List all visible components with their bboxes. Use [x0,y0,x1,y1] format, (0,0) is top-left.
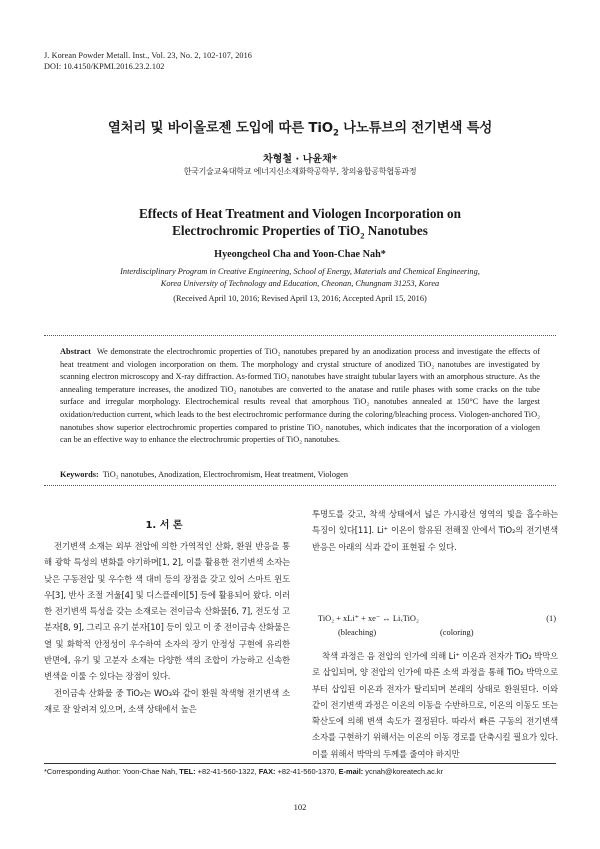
paragraph: 전기변색 소재는 외부 전압에 의한 가역적인 산화, 환원 반응을 통해 광학 특성의 변화를 야기하며[1, 2], 이를 활용한 전기변색 소자는 낮은 구동전압 및 우수한 색 대비 등의 장점을 갖고 있어 스마트 윈도우[3], 반사 조절 거울[4] 및 디스플레이[5] 등에 활용되어 왔다. 이러한 전기변색 특성을 갖는 소재로는 전이금속 산화물[6, 7], 전도성 고분자[8, 9], 그리고 유기 분자[10] 등이 있고 이 중 전이금속 산화물은 열 및 화학적 안정성이 우수하여 소자의 장기 안정성 구현에 유리한 반면에, 유기 및 고분자 소재는 다양한 색의 조합이 가능하고 신속한 변색을 이룰 수 있다는 장점이 있다. [44,541,290,682]
corresponding-author-footnote: *Corresponding Author: Yoon-Chae Nah, TEL: +82-41-560-1322, FAX: +82-41-560-1370, E-mail: ycnah@koreatech.ac.kr [44,767,444,776]
right-column [312,506,558,555]
equation-label-coloring: (coloring) [440,628,474,637]
abstract-bottom-divider [44,485,556,486]
keywords-label: Keywords: [60,470,99,479]
section-heading: 1. 서 론 [145,520,183,531]
abstract [60,346,540,447]
equation-body: TiO₂ + xLi⁺ + xe⁻ ↔ LiₓTiO₂ [318,614,419,623]
korean-affiliation: 한국기술교육대학교 에너지신소재화학공학부, 창의융합공학협동과정 [183,167,417,176]
abstract-text: We demonstrate the electrochromic properties of TiO₂ nanotubes prepared by an anodization process and investigate the effects of heat treatment and viologen incorporation on them. The morphology and crystal structure of anodized TiO₂ nanotubes are investigated by scanning electron microscopy and X-ray diffraction. As-formed TiO₂ nanotubes have straight tubular layers with an amorphous structure. As the annealing temperature increases, the anodized TiO₂ nanotubes are converted to the anatase and rutile phases with some cracks on the tube surface and irregular morphology. Electrochemical results reveal that amorphous TiO₂ nanotubes annealed at 150°C have the largest oxidation/reduction current, which leads to the best electrochromic performance during the coloring/bleaching process. Viologen-anchored TiO₂ nanotubes show superior electrochromic properties compared to pristine TiO₂ nanotubes, which indicates that the incorporation of a viologen can be an effective way to enhance the electrochromic properties of TiO₂ nanotubes. [60,347,540,445]
keywords [60,470,540,479]
abstract-label: Abstract [60,347,91,356]
equation-number: (1) [546,614,556,623]
right-column-continued [312,648,558,762]
footnote-divider [44,763,556,764]
english-title: Effects of Heat Treatment and Viologen Incorporation on Electrochromic Properties of TiO$_2$ Nanotubes [139,206,461,241]
english-affiliation: Interdisciplinary Program in Creative Engineering, School of Energy, Materials and Chemical Engineering, Korea University of Technology and Education, Cheonan, Chungnam 31253, Korea [120,267,480,289]
paragraph: 전이금속 산화물 중 TiO₂는 WO₃와 같이 환원 착색형 전기변색 소재로 잘 알려져 있으며, 소색 상태에서 높은 [44,687,290,714]
doi-line: DOI: 10.4150/KPMI.2016.23.2.102 [44,62,165,71]
journal-citation: J. Korean Powder Metall. Inst., Vol. 23, No. 2, 102-107, 2016 [44,51,252,60]
korean-title: 열처리 및 바이올로젠 도입에 따른 TiO$_2$ 나노튜브의 전기변색 특성 [107,121,493,139]
paragraph: 투명도를 갖고, 착색 상태에서 넓은 가시광선 영역의 빛을 흡수하는 특징이 있다[11]. Li⁺ 이온이 함유된 전해질 안에서 TiO₂의 전기변색 반응은 아래의 식과 같이 표현될 수 있다. [312,509,558,552]
abstract-top-divider [44,335,556,336]
paragraph: 착색 과정은 음 전압의 인가에 의해 Li⁺ 이온과 전자가 TiO₂ 박막으로 삽입되며, 양 전압의 인가에 따른 소색 과정을 통해 TiO₂ 박막으로부터 삽입된 이온과 전자가 탈리되며 본래의 상태로 환원된다. 이와 같이 전기변색 과정은 이온의 이동을 수반하므로, 이온의 이동도 또는 확산도에 의해 변색 속도가 결정된다. 따라서 빠른 구동의 전기변색 소자를 구현하기 위해서는 이온의 이동 경로를 단축시킬 필요가 있다. 이를 위해서 박막의 두께를 줄여야 하지만 [312,651,558,759]
equation-label-bleaching: (bleaching) [338,628,377,637]
english-authors: Hyeongcheol Cha and Yoon-Chae Nah* [214,249,386,260]
korean-authors: 차형철 · 나윤채* [263,154,337,165]
left-column [44,538,290,717]
received-dates: (Received April 10, 2016; Revised April 13, 2016; Accepted April 15, 2016) [173,294,427,303]
page-number: 102 [293,802,307,812]
keywords-text: TiO₂ nanotubes, Anodization, Electrochromism, Heat treatment, Viologen [102,470,348,479]
